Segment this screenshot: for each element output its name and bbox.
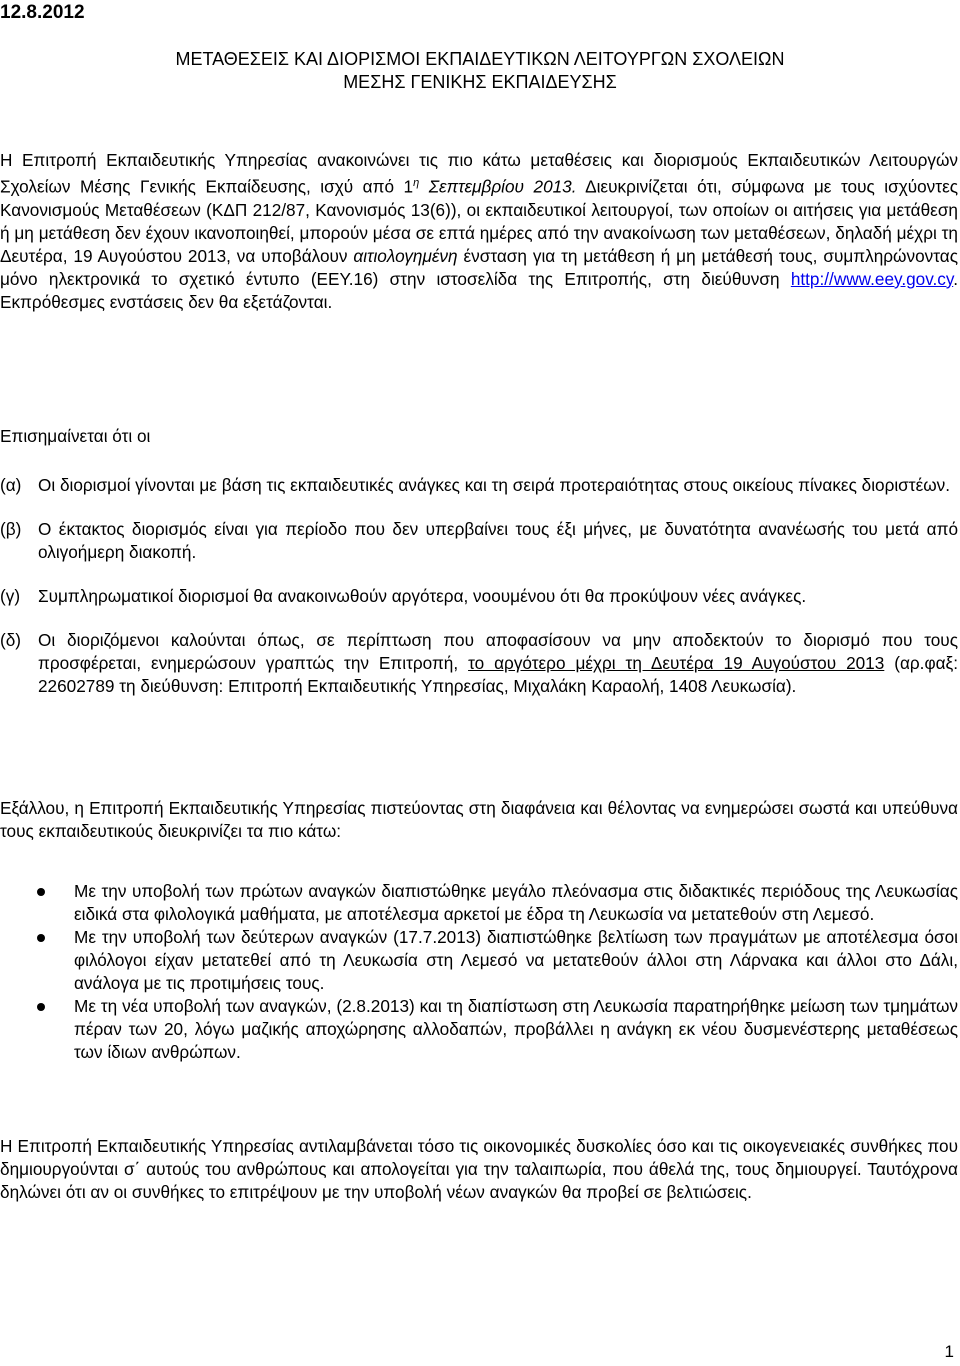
title-line-1: ΜΕΤΑΘΕΣΕΙΣ ΚΑΙ ΔΙΟΡΙΣΜΟΙ ΕΚΠΑΙΔΕΥΤΙΚΩΝ ΛΕΙΤΟΥΡΓΩΝ ΣΧΟΛΕΙΩΝ [175, 49, 785, 69]
notes-item-b [0, 518, 958, 564]
clarification-part-1: Διευκρινίζεται ότι, σύμφωνα με τους ισχύοντες Κανονισμούς Μεταθέσεων (ΚΔΠ 212/87, Κανονισμός 13(6)), οι εκπαιδευτικοί λειτουργοί, των οποίων οι αιτήσεις για μετάθεση ή μη μετάθεση δεν έχουν ικανοποιηθεί, μπορούν μέσα σε επτά ημέρες από την ανακοίνωση των μεταθέσεων, δηλαδή μέχρι τη Δευτέρα, 19 Αυγούστου 2013, να υποβάλουν [0, 176, 959, 266]
bullet-dot-icon [37, 1003, 45, 1011]
notes-item-label: (α) [0, 475, 22, 495]
notes-item-text: Οι διορισμοί γίνονται με βάση τις εκπαιδευτικές ανάγκες και τη σειρά προτεραιότητας στους οικείους πίνακες διοριστέων. [38, 475, 951, 495]
intro-date: Σεπτεμβρίου 2013. [419, 176, 577, 197]
notes-item-label: (δ) [0, 630, 22, 650]
bullet-item [0, 995, 958, 1064]
notes-item-d-part-2: (αρ.φαξ: 22602789 τη διεύθυνση: Επιτροπή Εκπαιδευτικής Υπηρεσίας, Μιχαλάκη Καραολή, 1408 Λευκωσία). [38, 653, 959, 696]
bullet-text: Με την υποβολή των πρώτων αναγκών διαπιστώθηκε μεγάλο πλεόνασμα στις διδακτικές περιόδους της Λευκωσίας ειδικά στα φιλολογικά μαθήματα, με αποτέλεσμα αρκετοί με έδρα τη Λευκωσία να μετατεθούν στη Λεμεσό. [74, 881, 958, 924]
document-title [0, 48, 960, 94]
notes-heading: Επισημαίνεται ότι οι [0, 426, 151, 446]
notes-item-d-part-1: Οι διοριζόμενοι καλούνται όπως, σε περίπτωση που αποφασίσουν να μην αποδεκτούν το διορισμό που τους προσφέρεται, ενημερώσουν γραπτώς την Επιτροπή, [38, 630, 958, 673]
closing-paragraph: Η Επιτροπή Εκπαιδευτικής Υπηρεσίας αντιλαμβάνεται τόσο τις οικονομικές δυσκολίες όσο και τις οικογενειακές συνθήκες που δημιουργούνται σ΄ αυτούς του ανθρώπους και απολογείται για την ταλαιπωρία, που άθελά της, τους δημιουργεί. Ταυτόχρονα δηλώνει ότι αν οι συνθήκες το επιτρέψουν με την υποβολή νέων αναγκών θα προβεί σε βελτιώσεις. [0, 1136, 958, 1202]
intro-superscript: η [413, 177, 420, 189]
notes-item-label: (β) [0, 519, 22, 539]
intro-paragraph [0, 149, 958, 314]
bullet-text: Με τη νέα υποβολή των αναγκών, (2.8.2013) και τη διαπίστωση στη Λευκωσία παρατηρήθηκε μείωση των τμημάτων πέραν των 20, λόγω μαζικής αποχώρησης αλλοδαπών, προβάλλει η ανάγκη εκ νέου δυσμενέστερης μεταθέσεως των ίδιων ανθρώπων. [74, 996, 958, 1062]
bullet-item [0, 880, 958, 926]
notes-item-d-deadline: το αργότερο μέχρι τη Δευτέρα 19 Αυγούστου 2013 [468, 653, 885, 673]
clarification-italic: αιτιολογημένη [353, 245, 458, 266]
document-date: 12.8.2012 [0, 2, 85, 23]
notes-item-text: Ο έκτακτος διορισμός είναι για περίοδο που δεν υπερβαίνει τους έξι μήνες, με δυνατότητα ανανέωσής του μετά από ολιγοήμερη διακοπή. [38, 519, 958, 562]
transparency-bullets [0, 880, 958, 1064]
bullet-text: Με την υποβολή των δεύτερων αναγκών (17.7.2013) διαπιστώθηκε βελτίωση των πραγμάτων με αποτέλεσμα όσοι φιλόλογοι είχαν μετατεθεί από τη Λευκωσία στη Λεμεσό να μετατεθούν άλλοι στη Λάρνακα και άλλοι στο Δάλι, ανάλογα με τις προτιμήσεις τους. [74, 927, 958, 993]
clarification-part-2: ένσταση για τη μετάθεση ή μη μετάθεσή τους, συμπληρώνοντας μόνο ηλεκτρονικά το σχετικό έντυπο (ΕΕΥ.16) στην ιστοσελίδα της Επιτροπής, στη διεύθυνση [0, 245, 958, 289]
clarification-part-3: . Εκπρόθεσμες ενστάσεις δεν θα εξετάζονται. [0, 268, 958, 312]
page-number: 1 [944, 1342, 954, 1361]
bullet-dot-icon [37, 934, 45, 942]
notes-item-label: (γ) [0, 586, 21, 606]
notes-list [0, 474, 958, 698]
notes-item-text: Συμπληρωματικοί διορισμοί θα ανακοινωθούν αργότερα, νοουμένου ότι θα προκύψουν νέες ανάγκες. [38, 586, 807, 606]
notes-item-d [0, 629, 958, 698]
eey-website-link[interactable]: http://www.eey.gov.cy [790, 268, 954, 289]
bullet-dot-icon [37, 888, 45, 896]
notes-item-a [0, 474, 958, 497]
transparency-paragraph: Εξάλλου, η Επιτροπή Εκπαιδευτικής Υπηρεσίας πιστεύοντας στη διαφάνεια και θέλοντας να ενημερώσει σωστά και υπεύθυνα τους εκπαιδευτικούς διευκρινίζει τα πιο κάτω: [0, 798, 958, 841]
notes-item-c [0, 585, 958, 608]
intro-text: Η Επιτροπή Εκπαιδευτικής Υπηρεσίας ανακοινώνει τις πιο κάτω μεταθέσεις και διορισμούς Εκπαιδευτικών Λειτουργών Σχολείων Μέσης Γενικής Εκπαίδευσης, ισχύ από 1 [0, 150, 958, 197]
title-line-2: ΜΕΣΗΣ ΓΕΝΙΚΗΣ ΕΚΠΑΙΔΕΥΣΗΣ [343, 72, 617, 92]
bullet-item [0, 926, 958, 995]
